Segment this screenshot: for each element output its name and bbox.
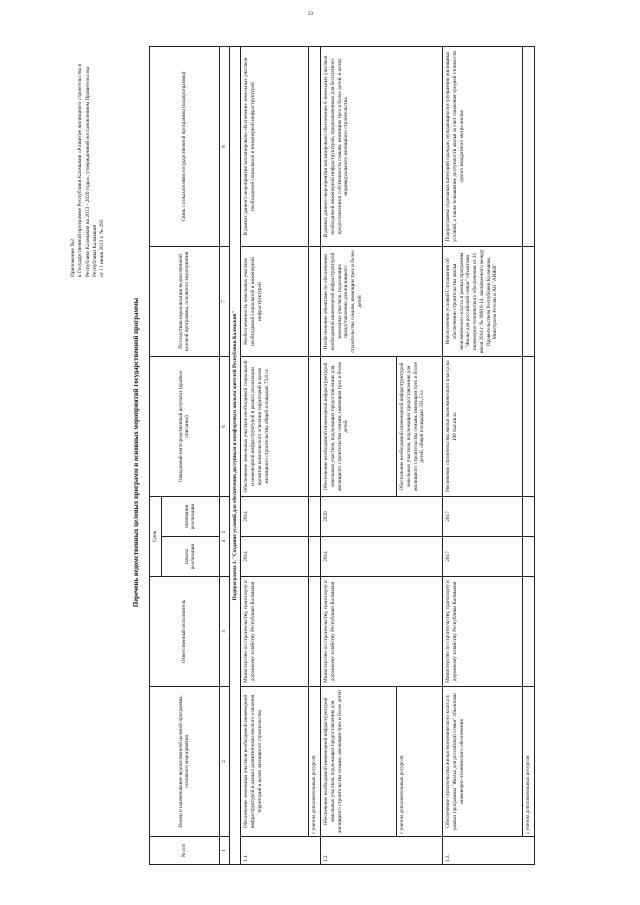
col-number: 4 — [220, 539, 227, 543]
col-number: 3 — [219, 577, 229, 687]
row-name: Обеспечение строительства жилья экономического класса в рамках программы "Жилье для российской семьи" объектами инженерно-технического обеспечения — [443, 687, 523, 837]
row-num: 1.3. — [443, 837, 535, 865]
row-executor: Министерство по строительству, транспорту и дорожному хозяйству Республики Калмыкия — [241, 577, 309, 687]
appendix-line: Республики Калмыкия — [91, 224, 98, 277]
header-name: Номер и наименование ведомственной целевой программы, основного мероприятия — [150, 687, 220, 837]
row-name: Обеспечение земельных участков необходимой инженерной инфраструктурой в рамках развития комплексного освоения территорий в целях жилищного строительства — [241, 687, 309, 837]
header-result: Ожидаемый непосредственный результат (краткое описание) — [150, 357, 220, 497]
col-number — [219, 497, 229, 577]
row-result: Обеспечение необходимой инженерной инфраструктурой земельных участков, подлежащих предоставлению для жилищного строительства семьям, имеющим трех и более детей — [321, 357, 397, 497]
programs-table — [149, 46, 535, 865]
row-extra: с учетом дополнительных ресурсов — [309, 687, 321, 837]
row-link: В рамках данного мероприятия запланировано обеспечение 8 земельных участков необходимой инженерной инфраструктурой, предназначенных для бесплатного предоставления в собственность семьям, имеющим трех и более детей, в целях индивидуального жилищного строительства — [321, 47, 443, 247]
row-num: 1.1. — [241, 837, 321, 865]
row-end: 2014 — [241, 497, 309, 537]
table-row-extra — [523, 47, 535, 865]
page-number: 23 — [308, 12, 313, 17]
row-start: 2014 — [321, 537, 443, 577]
subprogram-row — [229, 47, 241, 865]
appendix-line: Приложение №2 — [70, 238, 76, 277]
row-extra-result: Обеспечение необходимой инженерной инфраструктурой земельных участков, подлежащих предоставлению для жилищного строительства семьям, имеющим трех и более детей, общей площадью 331,5 га — [397, 357, 443, 497]
appendix-header — [70, 47, 106, 277]
appendix-line: Республике Калмыкия на 2013 - 2020 годы», утвержденной постановлением Правительства — [84, 66, 91, 277]
row-extra: с учетом дополнительных ресурсов — [523, 687, 535, 837]
row-end: 2020 — [321, 497, 443, 537]
row-consequences: Необеспечение объектами по обеспечению необходимой инженерной инфраструктурой земельных участков, подлежащих предоставлению для жилищного строительства семьям, имеющим трех и более детей — [321, 247, 443, 357]
row-extra: с учетом дополнительных ресурсов — [397, 687, 443, 837]
header-executor: Ответственный исполнитель — [150, 577, 220, 687]
table-row-extra — [309, 47, 321, 865]
appendix-line: к Государственной программе Республики Калмыкия «Развитие жилищного строительства в — [77, 64, 84, 277]
col-number: 7 — [219, 247, 229, 357]
row-start: 2014 — [241, 537, 309, 577]
row-start: 2017 — [443, 537, 523, 577]
col-number: 2 — [219, 687, 229, 837]
table-row — [443, 47, 523, 865]
col-number: 8 — [219, 47, 229, 247]
row-link: Подпрограмма отдельных категорий граждан, нуждающихся в улучшении жилищных условий, а также повышение доступности жилья за счет снижения средней стоимости одного квадратного метра жилья — [443, 47, 523, 247]
header-start: начала реализации — [161, 537, 219, 577]
row-num: 1.2. — [321, 837, 443, 865]
col-number: 5 — [220, 530, 227, 534]
row-name: Обеспечение необходимой инженерной инфраструктурой земельных участков, подлежащих предоставлению для жилищного строительства семьям, имеющим трех и более детей — [321, 687, 397, 837]
header-link: Связь с показателями государственной программы (подпрограммы) — [150, 47, 220, 247]
row-consequences: Неисполнение условий Соглашения об обеспечении строительства жилья экономического класса в рамках программы "Жилье для российской семьи" объектами инженерно-технического обеспечения от 31 июля 2014 г. № 09810-14, заключенного между Правительством Республики Калмыкия, Минстроем России и АО "АИЖК" — [443, 247, 523, 357]
col-number: 1 — [219, 837, 229, 865]
row-end: 2017 — [443, 497, 523, 537]
table-header-row — [150, 47, 162, 865]
column-number-row — [219, 47, 229, 865]
row-executor: Министерство по строительству, транспорту и дорожному хозяйству Республики Калмыкия — [321, 577, 443, 687]
row-link: В рамках данного мероприятия запланировано обеспечение земельных участков необходимой социальной и инженерной инфраструктурой — [241, 47, 309, 247]
document-title: Перечень ведомственных целевых программ и основных мероприятий государственной программы — [133, 297, 140, 608]
row-result: Увеличение строительства жилья экономического класса на 100 тыс.кв.м. — [443, 357, 523, 497]
row-consequences: Необеспеченность земельных участков необходимой социальной и инженерной инфраструктурой — [241, 247, 309, 357]
row-executor: Министерство по строительству, транспорту и дорожному хозяйству Республики Калмыкия — [443, 577, 523, 687]
row-result: Обеспечение земельных участков необходимой социальной и инженерной инфраструктурой в рамках реализации проектов комплексного освоения территорий в целях жилищного строительства общей площадью 72,8 га — [241, 357, 309, 497]
header-end: окончания реализации — [161, 497, 219, 537]
appendix-line: от 11 июня 2013 г. № 293 — [99, 219, 106, 277]
table-row — [241, 47, 309, 865]
table-row — [321, 47, 397, 865]
header-num: № п/п — [150, 837, 220, 865]
subprogram-title: Подпрограмма 1. "Создание условий для обеспечения доступным и комфортным жильем жителей Республики Калмыкия" — [229, 47, 241, 865]
col-number: 6 — [219, 357, 229, 497]
header-term: Срок — [150, 497, 162, 577]
header-consequences: Последствия нереализации ведомственной целевой программы, основного мероприятия — [150, 247, 220, 357]
